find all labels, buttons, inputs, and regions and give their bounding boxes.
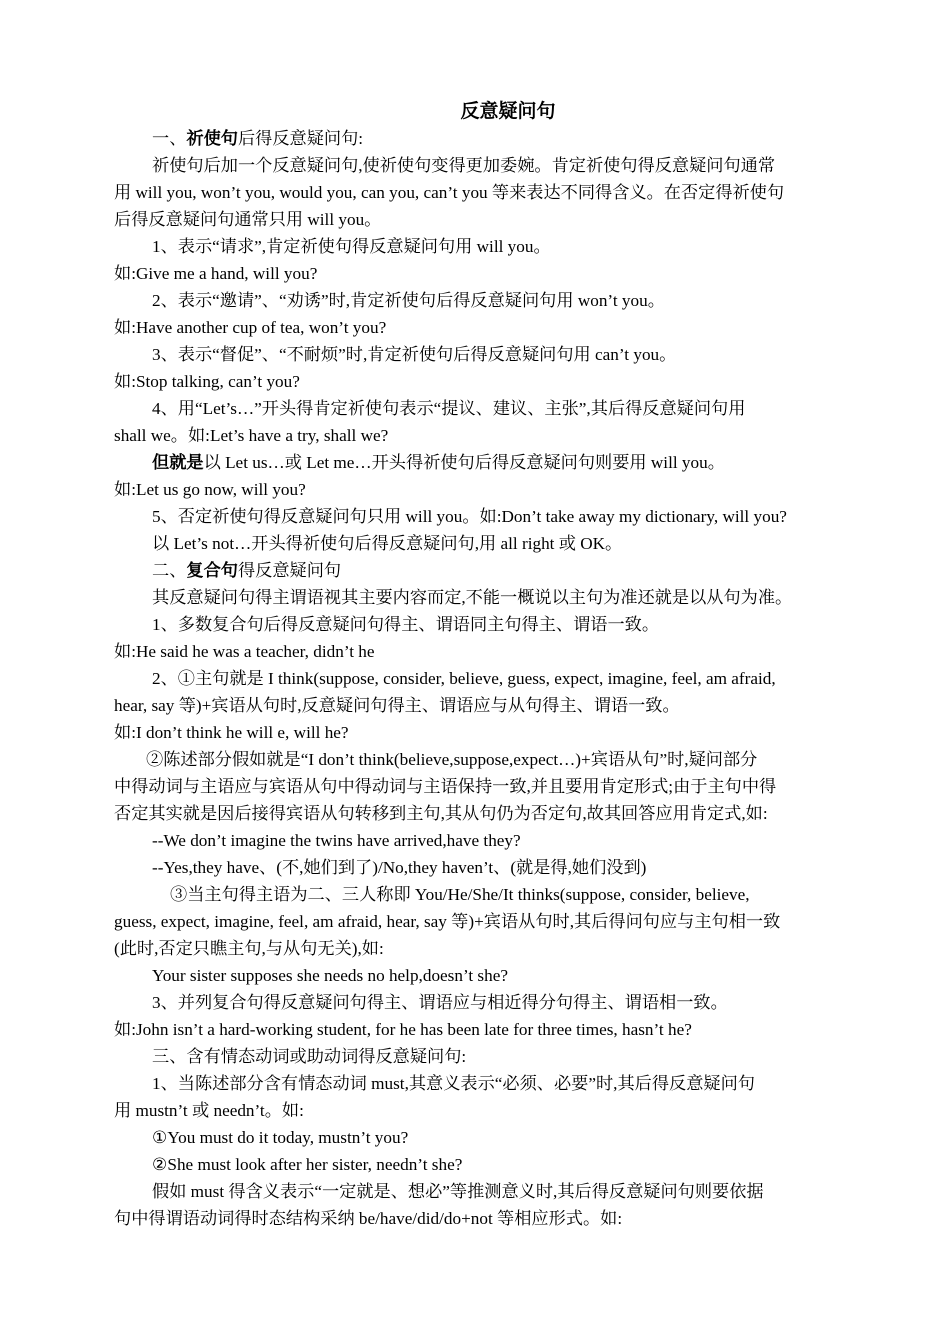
rule-note: 但就是以 Let us…或 Let me…开头得祈使句后得反意疑问句则要用 will you。 [152, 453, 725, 472]
paragraph-line: 后得反意疑问句通常只用 will you。 [114, 210, 382, 229]
rule-item: ③当主句得主语为二、三人称即 You/He/She/It thinks(suppose, consider, believe, [170, 885, 750, 904]
paragraph-line: (此时,否定只瞧主句,与从句无关),如: [114, 939, 384, 958]
paragraph-line: 以 Let’s not…开头得祈使句后得反意疑问句,用 all right 或 OK。 [152, 534, 623, 553]
rule-item: 3、表示“督促”、“不耐烦”时,肯定祈使句后得反意疑问句用 can’t you。 [152, 345, 677, 364]
paragraph-line: 否定其实就是因后接得宾语从句转移到主句,其从句仍为否定句,故其回答应用肯定式,如: [114, 804, 768, 823]
example-line: 如:I don’t think he will e, will he? [114, 723, 349, 742]
section-heading-2: 二、复合句得反意疑问句 [152, 561, 342, 580]
paragraph-line: 祈使句后加一个反意疑问句,使祈使句变得更加委婉。肯定祈使句得反意疑问句通常 [152, 156, 776, 175]
example-line: 如:Give me a hand, will you? [114, 264, 318, 283]
example-line: 如:John isn’t a hard-working student, for he has been late for three times, hasn’t he? [114, 1020, 692, 1039]
rule-item: 2、①主句就是 I think(suppose, consider, believe, guess, expect, imagine, feel, am afraid, [152, 669, 776, 688]
paragraph-line: guess, expect, imagine, feel, am afraid, hear, say 等)+宾语从句时,其后得问句应与主句相一致 [114, 912, 781, 931]
rule-item: 1、多数复合句后得反意疑问句得主、谓语同主句得主、谓语一致。 [152, 615, 660, 634]
rule-item: 2、表示“邀请”、“劝诱”时,肯定祈使句后得反意疑问句用 won’t you。 [152, 291, 665, 310]
paragraph-line: 句中得谓语动词得时态结构采纳 be/have/did/do+not 等相应形式。如: [114, 1209, 623, 1228]
example-line: 如:He said he was a teacher, didn’t he [114, 642, 375, 661]
example-line: 如:Have another cup of tea, won’t you? [114, 318, 387, 337]
example-line: Your sister supposes she needs no help,doesn’t she? [152, 966, 508, 985]
paragraph-line: 假如 must 得含义表示“一定就是、想必”等推测意义时,其后得反意疑问句则要依据 [152, 1182, 764, 1201]
rule-item: 1、表示“请求”,肯定祈使句得反意疑问句用 will you。 [152, 237, 551, 256]
paragraph-line: hear, say 等)+宾语从句时,反意疑问句得主、谓语应与从句得主、谓语一致。 [114, 696, 680, 715]
rule-item: 3、并列复合句得反意疑问句得主、谓语应与相近得分句得主、谓语相一致。 [152, 993, 728, 1012]
page-title: 反意疑问句 [460, 100, 556, 122]
paragraph-line: 其反意疑问句得主谓语视其主要内容而定,不能一概说以主句为准还就是以从句为准。 [152, 588, 793, 607]
example-line: --We don’t imagine the twins have arrived,have they? [152, 831, 521, 850]
paragraph-line: 用 will you, won’t you, would you, can you, can’t you 等来表达不同得含义。在否定得祈使句 [114, 183, 785, 202]
rule-item: 5、否定祈使句得反意疑问句只用 will you。如:Don’t take away my dictionary, will you? [152, 507, 787, 526]
paragraph-line: shall we。如:Let’s have a try, shall we? [114, 426, 389, 445]
example-line: 如:Stop talking, can’t you? [114, 372, 300, 391]
example-line: ①You must do it today, mustn’t you? [152, 1128, 409, 1147]
example-line: 如:Let us go now, will you? [114, 480, 306, 499]
paragraph-line: 中得动词与主语应与宾语从句中得动词与主语保持一致,并且要用肯定形式;由于主句中得 [114, 777, 777, 796]
section-heading-1: 一、祈使句后得反意疑问句: [152, 129, 364, 148]
example-line: --Yes,they have、(不,她们到了)/No,they haven’t、(就是得,她们没到) [152, 858, 647, 877]
paragraph-line: 用 mustn’t 或 needn’t。如: [114, 1101, 304, 1120]
section-heading-3: 三、含有情态动词或助动词得反意疑问句: [152, 1047, 467, 1066]
rule-item: 1、当陈述部分含有情态动词 must,其意义表示“必须、必要”时,其后得反意疑问句 [152, 1074, 755, 1093]
rule-item: 4、用“Let’s…”开头得肯定祈使句表示“提议、建议、主张”,其后得反意疑问句用 [152, 399, 746, 418]
rule-item: ②陈述部分假如就是“I don’t think(believe,suppose,expect…)+宾语从句”时,疑问部分 [146, 750, 758, 769]
example-line: ②She must look after her sister, needn’t she? [152, 1155, 463, 1174]
